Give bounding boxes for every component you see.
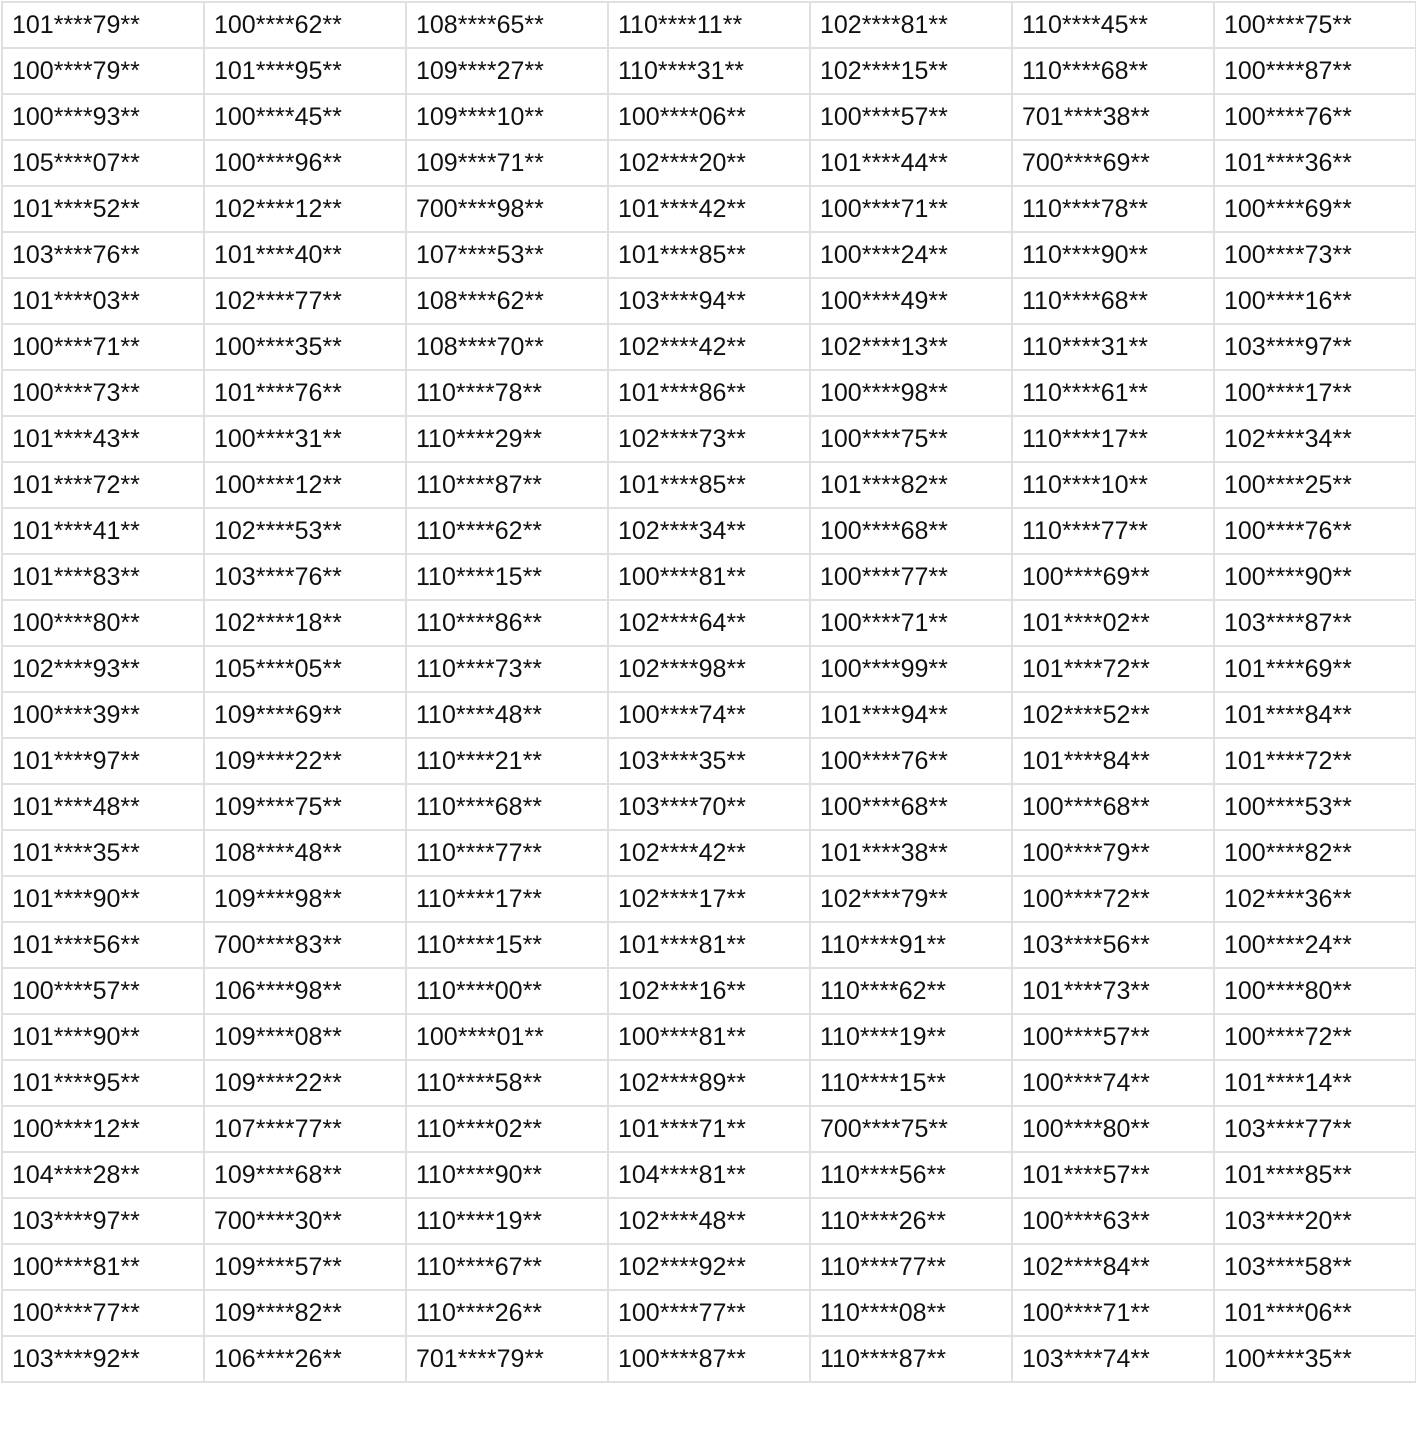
table-cell[interactable]: 102****34** [608,508,810,554]
table-row [2,140,1416,186]
table-cell[interactable]: 110****15** [406,922,608,968]
table-cell[interactable]: 107****77** [204,1106,406,1152]
table-cell[interactable]: 110****45** [1012,2,1214,48]
table-cell[interactable]: 100****80** [2,600,204,646]
table-cell[interactable]: 103****97** [1214,324,1416,370]
table-cell[interactable]: 110****10** [1012,462,1214,508]
table-cell[interactable]: 100****81** [608,1014,810,1060]
table-cell[interactable]: 110****58** [406,1060,608,1106]
table-row [2,784,1416,830]
table-cell[interactable]: 110****68** [406,784,608,830]
table-cell[interactable]: 101****44** [810,140,1012,186]
table-cell[interactable]: 101****03** [2,278,204,324]
table-cell[interactable]: 700****75** [810,1106,1012,1152]
table-cell[interactable]: 102****93** [2,646,204,692]
table-cell[interactable]: 100****76** [810,738,1012,784]
table-cell[interactable]: 100****80** [1214,968,1416,1014]
table-cell[interactable]: 102****16** [608,968,810,1014]
table-cell[interactable]: 107****53** [406,232,608,278]
table-cell[interactable]: 100****68** [810,508,1012,554]
table-cell[interactable]: 100****72** [1214,1014,1416,1060]
table-cell[interactable]: 102****42** [608,830,810,876]
table-cell[interactable]: 100****81** [608,554,810,600]
table-cell[interactable]: 100****72** [1012,876,1214,922]
table-cell[interactable]: 110****67** [406,1244,608,1290]
table-cell[interactable]: 102****92** [608,1244,810,1290]
table-cell[interactable]: 101****40** [204,232,406,278]
table-cell[interactable]: 110****87** [810,1336,1012,1382]
table-cell[interactable]: 100****57** [810,94,1012,140]
table-cell[interactable]: 101****84** [1012,738,1214,784]
table-cell[interactable]: 100****45** [204,94,406,140]
table-cell[interactable]: 101****38** [810,830,1012,876]
table-cell[interactable]: 110****26** [406,1290,608,1336]
table-cell[interactable]: 100****71** [2,324,204,370]
table-cell[interactable]: 108****62** [406,278,608,324]
table-cell[interactable]: 100****39** [2,692,204,738]
table-cell[interactable]: 105****05** [204,646,406,692]
table-cell[interactable]: 102****64** [608,600,810,646]
table-cell[interactable]: 110****90** [406,1152,608,1198]
table-cell[interactable]: 100****80** [1012,1106,1214,1152]
table-cell[interactable]: 102****98** [608,646,810,692]
table-row [2,1290,1416,1336]
table-cell[interactable]: 100****71** [810,186,1012,232]
table-cell[interactable]: 102****17** [608,876,810,922]
table-cell[interactable]: 103****76** [204,554,406,600]
table-cell[interactable]: 100****79** [2,48,204,94]
table-cell[interactable]: 110****86** [406,600,608,646]
table-cell[interactable]: 101****71** [608,1106,810,1152]
table-cell[interactable]: 110****29** [406,416,608,462]
table-cell[interactable]: 102****77** [204,278,406,324]
table-cell[interactable]: 101****90** [2,876,204,922]
table-row [2,1198,1416,1244]
table-cell[interactable]: 109****57** [204,1244,406,1290]
table-cell[interactable]: 101****36** [1214,140,1416,186]
table-cell[interactable]: 100****77** [810,554,1012,600]
table-cell[interactable]: 100****57** [1012,1014,1214,1060]
table-cell[interactable]: 100****76** [1214,508,1416,554]
table-row [2,968,1416,1014]
table-cell[interactable]: 100****75** [1214,2,1416,48]
table-cell[interactable]: 101****14** [1214,1060,1416,1106]
table-row [2,600,1416,646]
table-cell[interactable]: 102****13** [810,324,1012,370]
table-cell[interactable]: 110****77** [810,1244,1012,1290]
table-cell[interactable]: 100****74** [608,692,810,738]
table-cell[interactable]: 100****79** [1012,830,1214,876]
table-cell[interactable]: 701****79** [406,1336,608,1382]
table-cell[interactable]: 108****48** [204,830,406,876]
table-row [2,324,1416,370]
table-row [2,554,1416,600]
table-cell[interactable]: 110****15** [810,1060,1012,1106]
table-cell[interactable]: 101****76** [204,370,406,416]
table-cell[interactable]: 110****19** [406,1198,608,1244]
table-row [2,186,1416,232]
table-cell[interactable]: 101****35** [2,830,204,876]
table-cell[interactable]: 100****71** [1012,1290,1214,1336]
table-cell[interactable]: 100****35** [1214,1336,1416,1382]
table-cell[interactable]: 103****20** [1214,1198,1416,1244]
table-row [2,1152,1416,1198]
table-cell[interactable]: 100****87** [608,1336,810,1382]
table-cell[interactable]: 110****73** [406,646,608,692]
table-cell[interactable]: 100****82** [1214,830,1416,876]
table-cell[interactable]: 100****63** [1012,1198,1214,1244]
table-row [2,876,1416,922]
table-cell[interactable]: 106****26** [204,1336,406,1382]
table-cell[interactable]: 102****84** [1012,1244,1214,1290]
table-cell[interactable]: 100****01** [406,1014,608,1060]
table-cell[interactable]: 100****99** [810,646,1012,692]
table-cell[interactable]: 101****85** [1214,1152,1416,1198]
table-cell[interactable]: 109****68** [204,1152,406,1198]
table-cell[interactable]: 100****96** [204,140,406,186]
table-cell[interactable]: 100****71** [810,600,1012,646]
table-cell[interactable]: 100****12** [2,1106,204,1152]
table-cell[interactable]: 100****98** [810,370,1012,416]
table-cell[interactable]: 101****56** [2,922,204,968]
table-cell[interactable]: 101****48** [2,784,204,830]
table-cell[interactable]: 110****62** [406,508,608,554]
table-row [2,922,1416,968]
table-cell[interactable]: 101****06** [1214,1290,1416,1336]
table-cell[interactable]: 110****19** [810,1014,1012,1060]
table-row [2,278,1416,324]
table-cell[interactable]: 101****95** [204,48,406,94]
table-row [2,830,1416,876]
table-cell[interactable]: 102****79** [810,876,1012,922]
table-cell[interactable]: 103****87** [1214,600,1416,646]
table-cell[interactable]: 110****00** [406,968,608,1014]
table-cell[interactable]: 100****24** [1214,922,1416,968]
table-cell[interactable]: 100****24** [810,232,1012,278]
table-cell[interactable]: 110****68** [1012,48,1214,94]
table-row [2,48,1416,94]
table-cell[interactable]: 102****53** [204,508,406,554]
table-cell[interactable]: 103****97** [2,1198,204,1244]
table-cell[interactable]: 102****73** [608,416,810,462]
table-cell[interactable]: 101****90** [2,1014,204,1060]
table-cell[interactable]: 110****17** [1012,416,1214,462]
table-cell[interactable]: 110****61** [1012,370,1214,416]
table-cell[interactable]: 101****42** [608,186,810,232]
table-cell[interactable]: 100****68** [1012,784,1214,830]
table-cell[interactable]: 109****22** [204,738,406,784]
table-cell[interactable]: 103****92** [2,1336,204,1382]
table-cell[interactable]: 103****76** [2,232,204,278]
table-cell[interactable]: 109****71** [406,140,608,186]
table-cell[interactable]: 108****65** [406,2,608,48]
table-cell[interactable]: 100****17** [1214,370,1416,416]
table-cell[interactable]: 100****06** [608,94,810,140]
table-cell[interactable]: 700****30** [204,1198,406,1244]
table-cell[interactable]: 109****98** [204,876,406,922]
table-cell[interactable]: 101****85** [608,462,810,508]
table-cell[interactable]: 101****72** [2,462,204,508]
table-cell[interactable]: 104****28** [2,1152,204,1198]
table-cell[interactable]: 110****77** [1012,508,1214,554]
table-cell[interactable]: 110****21** [406,738,608,784]
table-cell[interactable]: 102****12** [204,186,406,232]
table-cell[interactable]: 105****07** [2,140,204,186]
table-cell[interactable]: 100****57** [2,968,204,1014]
table-cell[interactable]: 101****94** [810,692,1012,738]
table-cell[interactable]: 110****08** [810,1290,1012,1336]
table-cell[interactable]: 100****62** [204,2,406,48]
table-cell[interactable]: 102****15** [810,48,1012,94]
table-cell[interactable]: 100****69** [1214,186,1416,232]
table-cell[interactable]: 110****78** [406,370,608,416]
table-row [2,462,1416,508]
table-cell[interactable]: 110****31** [1012,324,1214,370]
table-cell[interactable]: 109****22** [204,1060,406,1106]
table-cell[interactable]: 109****08** [204,1014,406,1060]
table-cell[interactable]: 700****98** [406,186,608,232]
table-cell[interactable]: 101****52** [2,186,204,232]
table-cell[interactable]: 700****83** [204,922,406,968]
table-body [2,2,1416,1382]
table-cell[interactable]: 106****98** [204,968,406,1014]
table-cell[interactable]: 101****72** [1214,738,1416,784]
table-cell[interactable]: 100****49** [810,278,1012,324]
table-cell[interactable]: 109****82** [204,1290,406,1336]
table-cell[interactable]: 100****16** [1214,278,1416,324]
table-cell[interactable]: 100****35** [204,324,406,370]
table-row [2,94,1416,140]
table-cell[interactable]: 110****02** [406,1106,608,1152]
table-cell[interactable]: 110****77** [406,830,608,876]
table-cell[interactable]: 101****69** [1214,646,1416,692]
table-cell[interactable]: 101****86** [608,370,810,416]
table-row [2,416,1416,462]
table-cell[interactable]: 103****70** [608,784,810,830]
table-cell[interactable]: 109****10** [406,94,608,140]
table-cell[interactable]: 101****41** [2,508,204,554]
table-cell[interactable]: 110****62** [810,968,1012,1014]
table-cell[interactable]: 102****20** [608,140,810,186]
table-row [2,692,1416,738]
table-cell[interactable]: 100****77** [608,1290,810,1336]
table-cell[interactable]: 100****93** [2,94,204,140]
table-cell[interactable]: 100****87** [1214,48,1416,94]
table-row [2,738,1416,784]
table-cell[interactable]: 101****79** [2,2,204,48]
table-cell[interactable]: 101****83** [2,554,204,600]
table-cell[interactable]: 100****76** [1214,94,1416,140]
table-cell[interactable]: 102****34** [1214,416,1416,462]
table-cell[interactable]: 101****97** [2,738,204,784]
table-cell[interactable]: 101****85** [608,232,810,278]
table-cell[interactable]: 100****90** [1214,554,1416,600]
table-row [2,646,1416,692]
table-cell[interactable]: 700****69** [1012,140,1214,186]
table-cell[interactable]: 103****35** [608,738,810,784]
table-cell[interactable]: 100****68** [810,784,1012,830]
table-cell[interactable]: 104****81** [608,1152,810,1198]
table-row [2,508,1416,554]
table-cell[interactable]: 100****69** [1012,554,1214,600]
table-cell[interactable]: 101****57** [1012,1152,1214,1198]
table-cell[interactable]: 701****38** [1012,94,1214,140]
table-cell[interactable]: 110****91** [810,922,1012,968]
table-cell[interactable]: 110****56** [810,1152,1012,1198]
table-row [2,370,1416,416]
table-row [2,1244,1416,1290]
table-row [2,1106,1416,1152]
table-cell[interactable]: 100****73** [2,370,204,416]
table-cell[interactable]: 110****87** [406,462,608,508]
table-cell[interactable]: 101****95** [2,1060,204,1106]
table-cell[interactable]: 110****26** [810,1198,1012,1244]
table-row [2,232,1416,278]
table-cell[interactable]: 100****31** [204,416,406,462]
table-cell[interactable]: 110****31** [608,48,810,94]
table-cell[interactable]: 100****81** [2,1244,204,1290]
table-cell[interactable]: 109****27** [406,48,608,94]
table-cell[interactable]: 101****72** [1012,646,1214,692]
table-row [2,1336,1416,1382]
table-cell[interactable]: 109****69** [204,692,406,738]
table-cell[interactable]: 100****74** [1012,1060,1214,1106]
table-cell[interactable]: 100****77** [2,1290,204,1336]
table-cell[interactable]: 110****15** [406,554,608,600]
table-cell[interactable]: 102****36** [1214,876,1416,922]
table-cell[interactable]: 101****82** [810,462,1012,508]
table-cell[interactable]: 102****42** [608,324,810,370]
table-cell[interactable]: 110****68** [1012,278,1214,324]
table-cell[interactable]: 102****89** [608,1060,810,1106]
table-row [2,1014,1416,1060]
table-cell[interactable]: 101****43** [2,416,204,462]
table-cell[interactable]: 101****02** [1012,600,1214,646]
table-cell[interactable]: 109****75** [204,784,406,830]
table-cell[interactable]: 103****58** [1214,1244,1416,1290]
table-cell[interactable]: 110****17** [406,876,608,922]
table-cell[interactable]: 100****25** [1214,462,1416,508]
table-cell[interactable]: 102****18** [204,600,406,646]
table-cell[interactable]: 110****11** [608,2,810,48]
table-cell[interactable]: 100****12** [204,462,406,508]
table-cell[interactable]: 101****84** [1214,692,1416,738]
table-cell[interactable]: 103****77** [1214,1106,1416,1152]
masked-id-table [1,1,1416,1383]
table-cell[interactable]: 110****90** [1012,232,1214,278]
table-cell[interactable]: 110****48** [406,692,608,738]
table-cell[interactable]: 102****81** [810,2,1012,48]
table-row [2,1060,1416,1106]
table-cell[interactable]: 110****78** [1012,186,1214,232]
table-cell[interactable]: 101****73** [1012,968,1214,1014]
table-cell[interactable]: 100****75** [810,416,1012,462]
table-cell[interactable]: 100****73** [1214,232,1416,278]
table-cell[interactable]: 108****70** [406,324,608,370]
table-cell[interactable]: 102****48** [608,1198,810,1244]
table-cell[interactable]: 100****53** [1214,784,1416,830]
table-cell[interactable]: 103****74** [1012,1336,1214,1382]
table-cell[interactable]: 101****81** [608,922,810,968]
table-cell[interactable]: 102****52** [1012,692,1214,738]
table-cell[interactable]: 103****56** [1012,922,1214,968]
table-cell[interactable]: 103****94** [608,278,810,324]
table-row [2,2,1416,48]
